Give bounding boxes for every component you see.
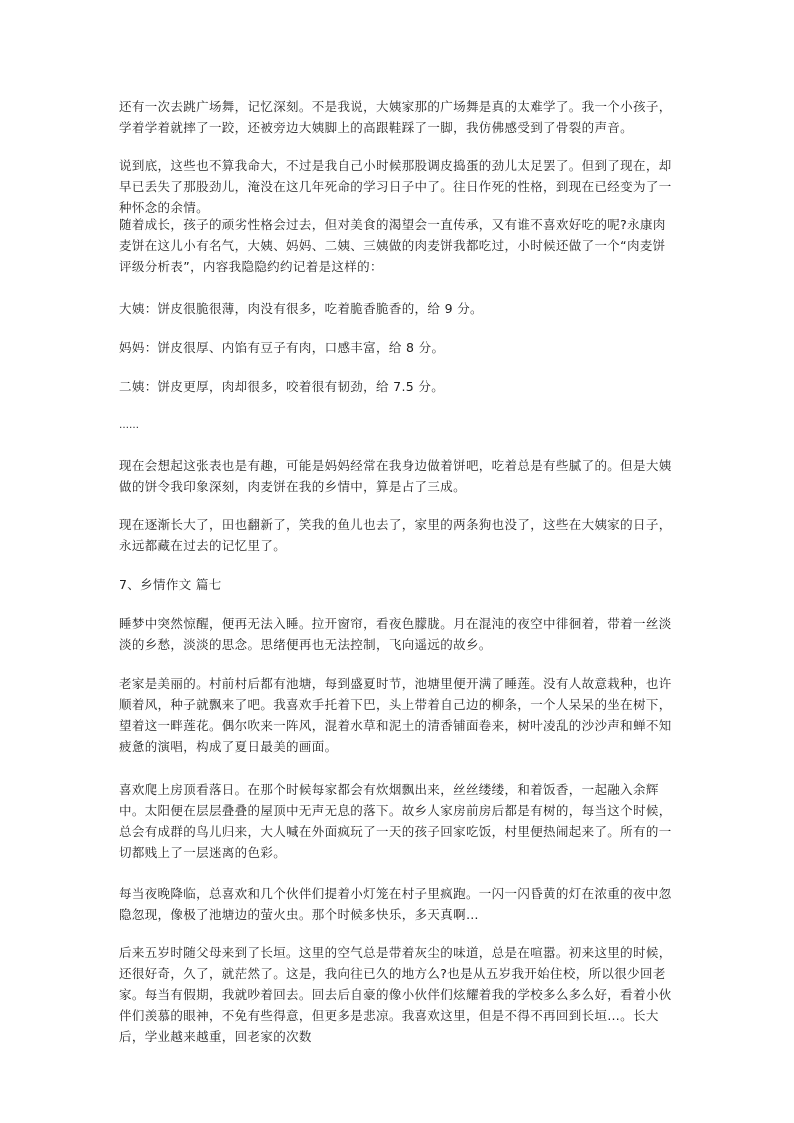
- paragraph-11: 喜欢爬上房顶看落日。在那个时候每家都会有炊烟飘出来，丝丝缕缕，和着饭香，一起融入余辉中。太阳便在层层叠叠的屋顶中无声无息的落下。故乡人家房前房后都是有树的，每当这个时候，总会有成群的鸟儿归来，大人喊在外面疯玩了一天的孩子回家吃饭，村里便热闹起来了。所有的一切都贱上了一层迷离的色彩。: [119, 782, 672, 860]
- paragraph-13: 后来五岁时随父母来到了长垣。这里的空气总是带着灰尘的味道，总是在喧嚣。初来这里的时候，还很好奇，久了，就茫然了。这是，我向往已久的地方么?也是从五岁我开始住校，所以很少回老家。每当有假期，我就吵着回去。回去后自豪的像小伙伴们炫耀着我的学校多么多么好，看着小伙伴们羡慕的眼神，不免有些得意，但更多是悲凉。我喜欢这里，但是不得不再回到长垣…。长大后，学业越来越重，回老家的次数: [119, 945, 672, 1044]
- paragraph-8: 现在逐渐长大了，田也翻新了，笑我的鱼儿也去了，家里的两条狗也没了，这些在大姨家的日子，永远都藏在过去的记忆里了。: [119, 517, 672, 553]
- paragraph-3: 随着成长，孩子的顽劣性格会过去，但对美食的渴望会一直传承，又有谁不喜欢好吃的呢?永康肉麦饼在这儿小有名气，大姨、妈妈、二姨、三姨做的肉麦饼我都吃过，小时候还做了一个“肉麦饼评级分析表”，内容我隐隐约约记着是这样的：: [119, 217, 666, 274]
- paragraph-12: 每当夜晚降临，总喜欢和几个伙伴们提着小灯笼在村子里疯跑。一闪一闪昏黄的灯在浓重的夜中忽隐忽现，像极了池塘边的萤火虫。那个时候多快乐，多天真啊…: [119, 886, 672, 922]
- paragraph-9: 睡梦中突然惊醒，便再无法入睡。拉开窗帘，看夜色朦胧。月在混沌的夜空中徘徊着，带着一丝淡淡的乡愁，淡淡的思念。思绪便再也无法控制，飞向遥远的故乡。: [119, 616, 672, 652]
- ellipsis-line: ……: [119, 420, 139, 431]
- section-heading: 7、乡情作文 篇七: [119, 577, 222, 592]
- paragraph-6: 二姨：饼皮更厚，肉却很多，咬着很有韧劲，给 7.5 分。: [119, 379, 445, 394]
- paragraph-7: 现在会想起这张表也是有趣，可能是妈妈经常在我身边做着饼吧，吃着总是有些腻了的。但是大姨做的饼令我印象深刻，肉麦饼在我的乡情中，算是占了三成。: [119, 458, 672, 494]
- paragraph-1: 还有一次去跳广场舞，记忆深刻。不是我说，大姨家那的广场舞是真的太难学了。我一个小孩子，学着学着就摔了一跤，还被旁边大姨脚上的高跟鞋踩了一脚，我仿佛感受到了骨裂的声音。: [119, 99, 672, 135]
- paragraph-2: 说到底，这些也不算我命大，不过是我自己小时候那股调皮捣蛋的劲儿太足罢了。但到了现在，却早已丢失了那股劲儿，淹没在这几年死命的学习日子中了。往日作死的性格，到现在已经变为了一种怀念的余情。: [119, 158, 672, 215]
- paragraph-5: 妈妈：饼皮很厚、内馅有豆子有肉，口感丰富，给 8 分。: [119, 340, 445, 355]
- paragraph-4: 大姨：饼皮很脆很薄，肉没有很多，吃着脆香脆香的，给 9 分。: [119, 301, 483, 316]
- paragraph-10: 老家是美丽的。村前村后都有池塘，每到盛夏时节，池塘里便开满了睡莲。没有人故意栽种，也许顺着风，种子就飘来了吧。我喜欢手托着下巴，头上带着自己边的柳条，一个人呆呆的坐在树下，望着这一畔莲花。偶尔吹来一阵风，混着水草和泥土的清香铺面卷来，树叶凌乱的沙沙声和蝉不知疲惫的演唱，构成了夏日最美的画面。: [119, 676, 672, 754]
